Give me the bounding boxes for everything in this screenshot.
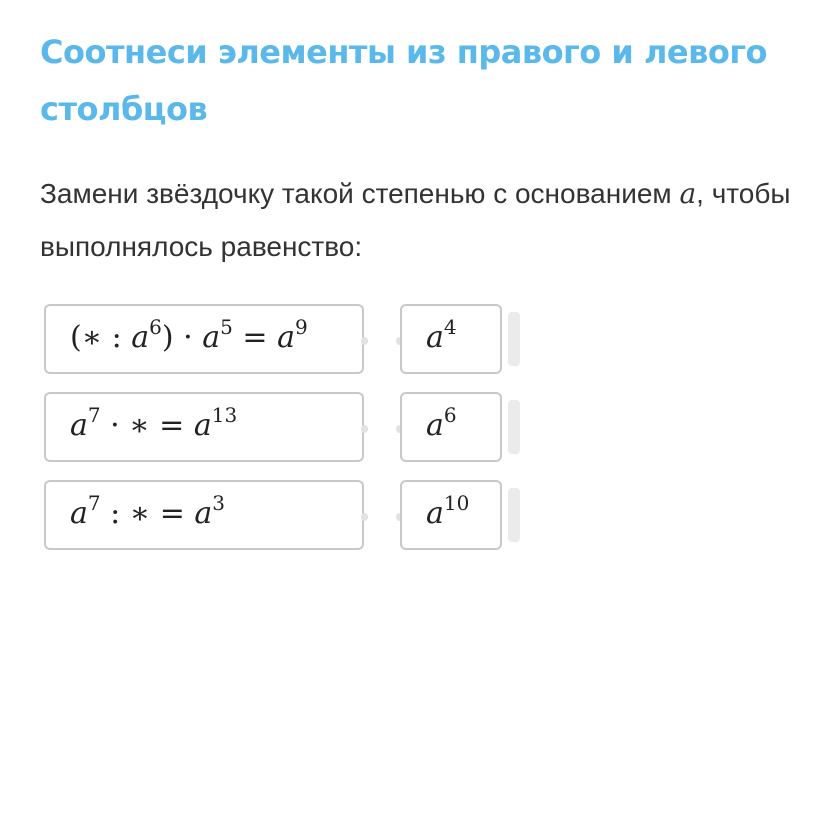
left-item-2[interactable] (44, 392, 364, 462)
task-instruction (40, 167, 800, 273)
right-item-2-drag-handle[interactable] (508, 400, 520, 454)
left-item-3[interactable] (44, 480, 364, 550)
left-item-1-expression: (∗ : $a^6) \cdot a^5 = a^9$ (70, 315, 308, 355)
page-title: Соотнеси элементы из правого и левого столбцов (40, 33, 768, 128)
left-item-2-expression: $a^7$ · ∗ = $a^{13}$ (70, 403, 238, 443)
instruction-text-end: , чтобы выполнялось равенство: (40, 178, 791, 262)
instruction-variable: a (679, 177, 697, 210)
instruction-text-start: Замени звёздочку такой степенью с основанием (40, 178, 680, 209)
right-item-3[interactable] (400, 480, 502, 550)
left-item-2-connector-dot (361, 425, 368, 433)
right-item-3-expression: $a^{10}$ (426, 491, 470, 531)
right-item-3-drag-handle[interactable] (508, 488, 520, 542)
right-item-2[interactable] (400, 392, 502, 462)
right-item-1-drag-handle[interactable] (508, 312, 520, 366)
left-item-1-connector-dot (361, 337, 368, 345)
right-item-2-expression: $a^6$ (426, 403, 457, 443)
right-item-1[interactable] (400, 304, 502, 374)
right-item-1-expression: $a^4$ (426, 315, 457, 355)
left-item-1[interactable] (44, 304, 364, 374)
left-item-3-connector-dot (361, 513, 368, 521)
left-item-3-expression: $a^7$ : ∗ = $a^3$ (70, 491, 226, 531)
